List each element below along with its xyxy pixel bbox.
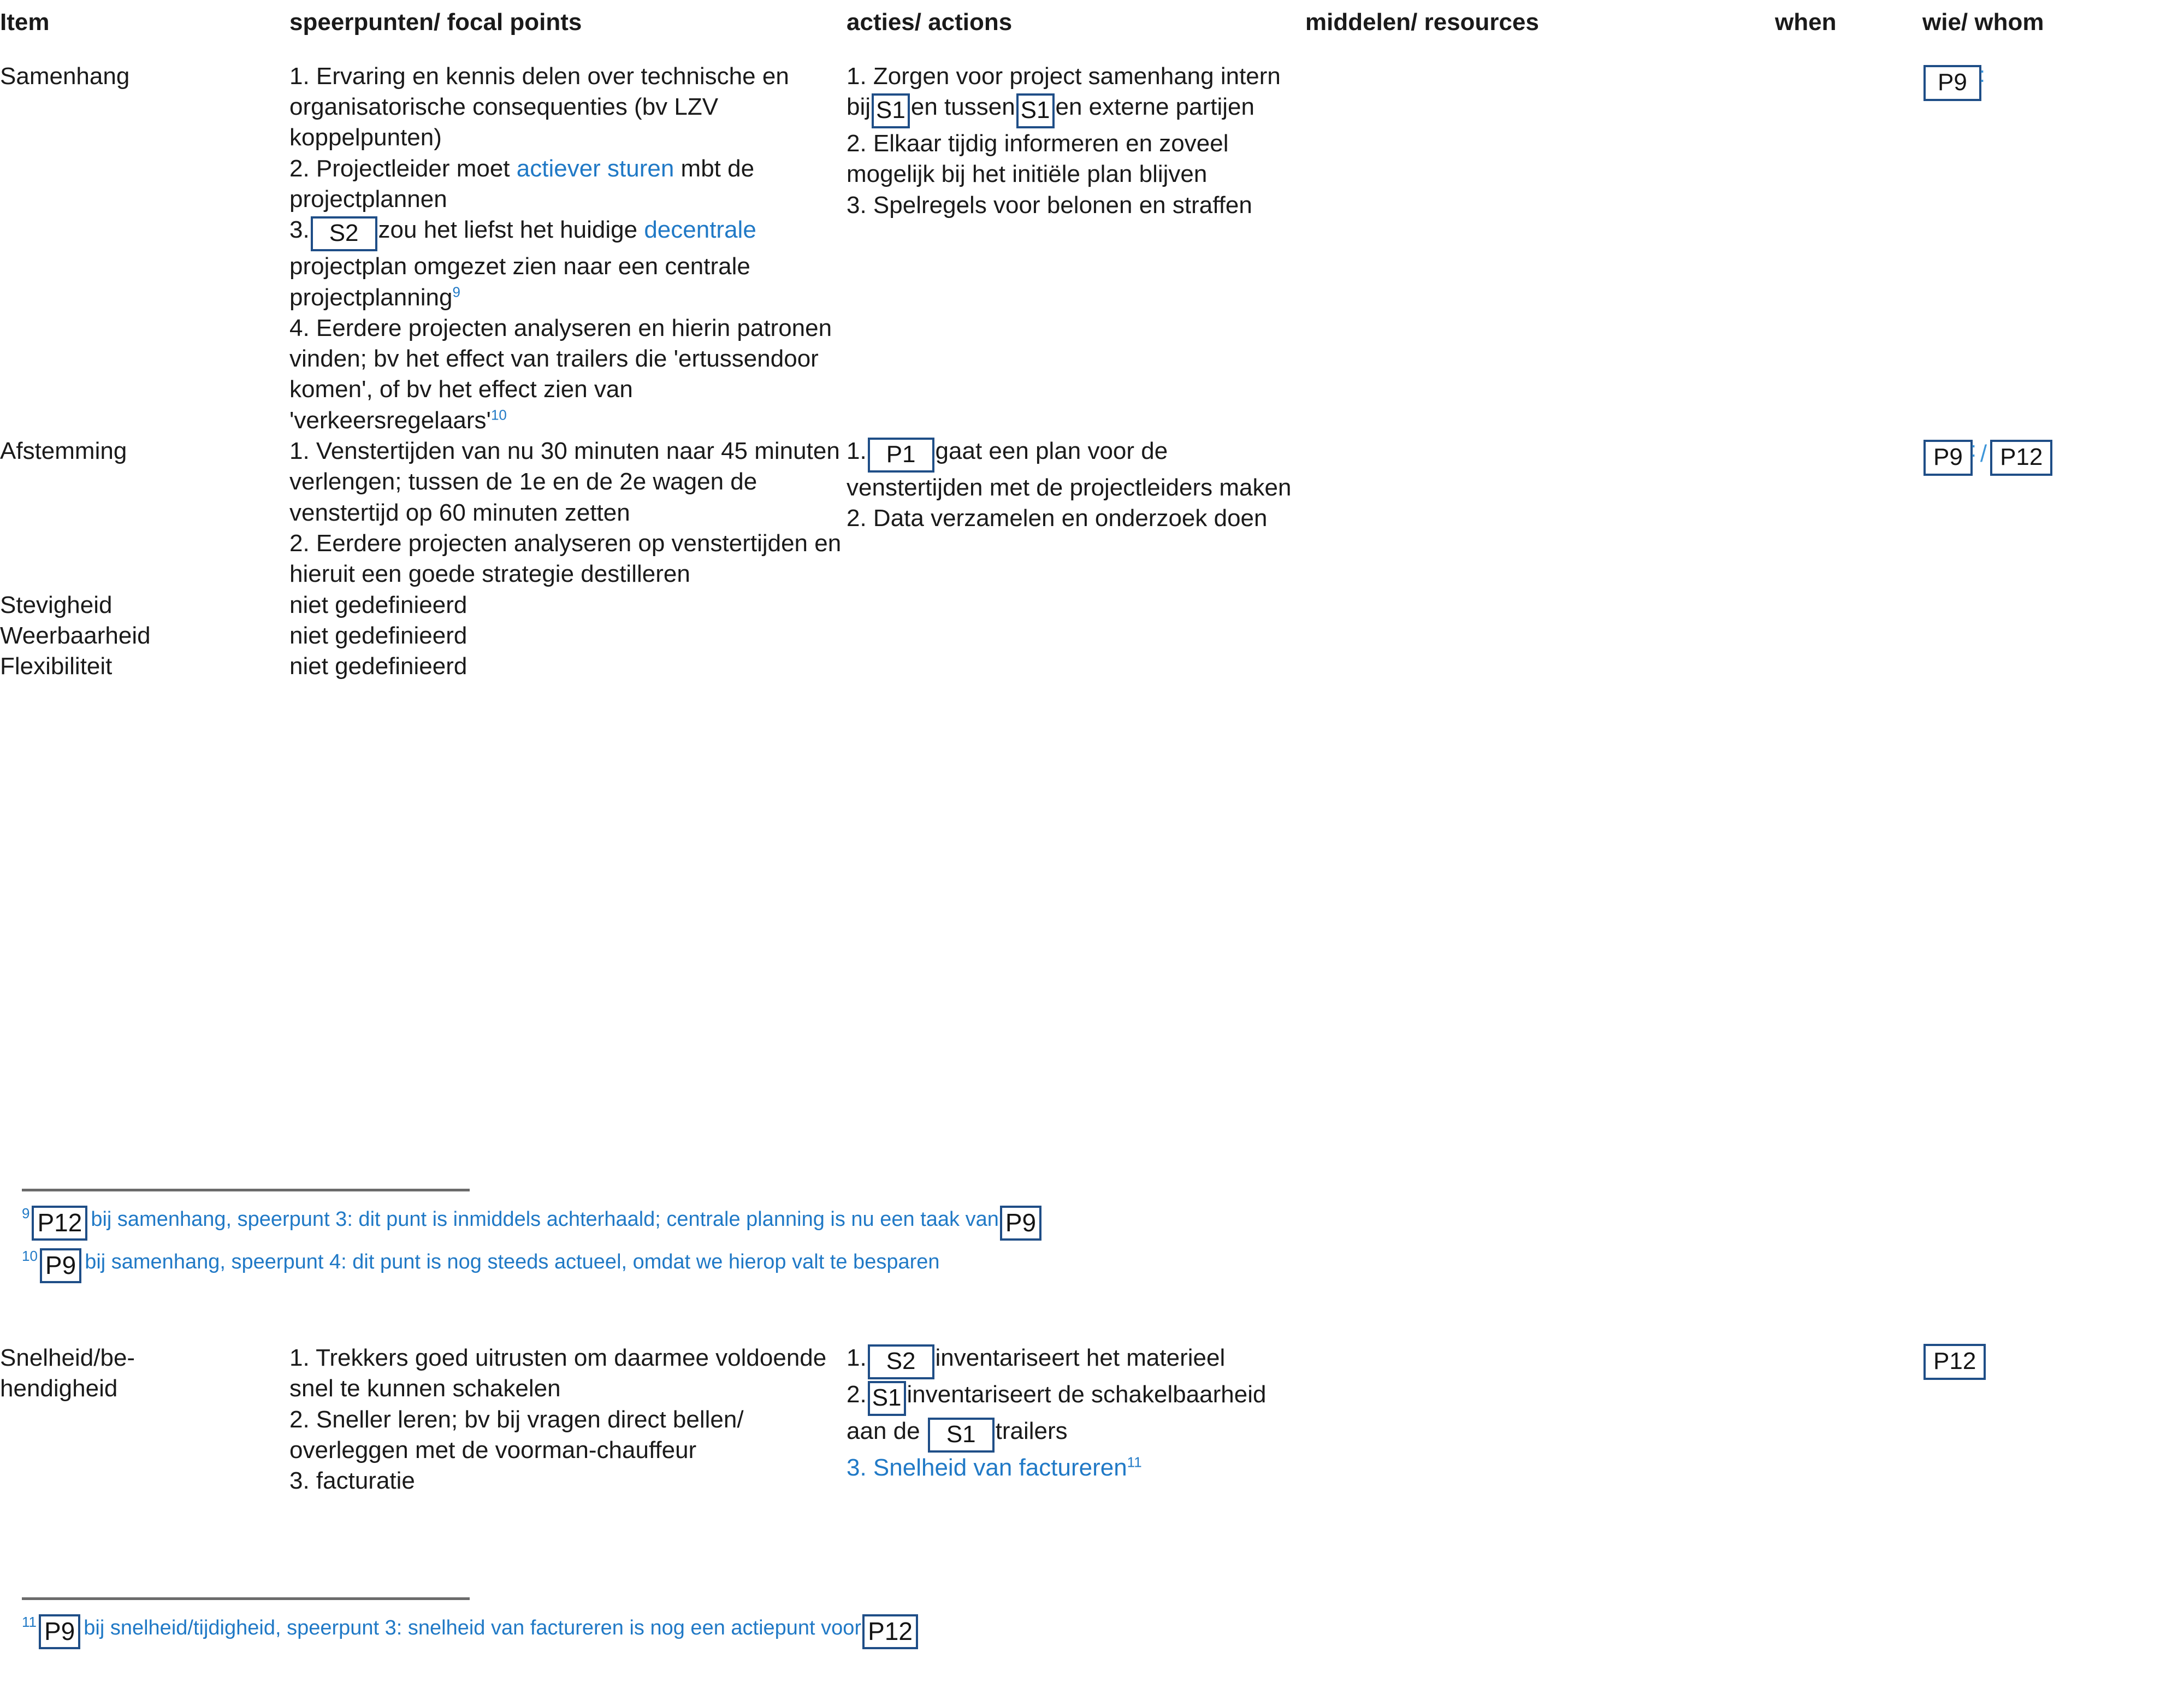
footnote-item — [0, 1248, 2184, 1283]
action-1-number: 1. — [847, 438, 867, 465]
redaction-box-p9-fn10: P9 — [40, 1248, 81, 1283]
redaction-box-s1-b: S1 — [1016, 93, 1055, 128]
table-row — [0, 651, 2184, 682]
footnote-ref-10[interactable]: 10 — [490, 406, 507, 423]
action-1-mid: en tussen — [910, 93, 1015, 120]
row-actions — [847, 436, 1305, 590]
row-actions — [847, 651, 1305, 682]
table-row — [0, 61, 2184, 436]
column-header-item: Item — [0, 9, 50, 36]
row-whom — [1922, 651, 2184, 682]
blue-tick-mark: : — [1970, 438, 1976, 462]
footnote-item — [0, 1206, 2184, 1241]
row-focal-points — [289, 61, 847, 436]
row-whom — [1922, 590, 2184, 621]
redaction-box-p1: P1 — [868, 438, 934, 473]
focal-point-1: 1. Ervaring en kennis delen over technische en organisatorische consequenties (bv LZV koppelpunten) — [289, 62, 789, 151]
footnote-section-bottom — [0, 1597, 2184, 1657]
row-item-label: Afstemming — [0, 438, 127, 465]
row-when — [1775, 61, 1922, 436]
action-1-post: gaat een plan voor de venstertijden met de projectleiders maken — [847, 438, 1292, 501]
column-header-whom: wie/ whom — [1922, 9, 2044, 36]
lower-table — [0, 1343, 2184, 1497]
row-focal-points: niet gedefinieerd — [289, 591, 467, 618]
main-table — [0, 8, 2184, 682]
table-row — [0, 621, 2184, 651]
focal-point-3-post: projectplan omgezet zien naar een centrale projectplanning — [289, 253, 750, 311]
footnote-text-9: bij samenhang, speerpunt 3: dit punt is inmiddels achterhaald; centrale planning is nu een taak van — [91, 1208, 999, 1231]
focal-point-4-text: 4. Eerdere projecten analyseren en hierin patronen vinden; bv het effect van trailers die 'ertussendoor komen', of bv het effect zien van 'verkeersregelaars' — [289, 314, 832, 434]
footnote-separator-rule — [22, 1597, 470, 1600]
row-whom — [1922, 436, 2184, 590]
action-1-post: en externe partijen — [1055, 93, 1254, 120]
action-3 — [847, 1453, 1305, 1483]
row-item-label — [0, 1343, 289, 1497]
redaction-box-p12-lower: P12 — [1923, 1344, 1986, 1380]
action-2-tail: trailers — [995, 1418, 1068, 1444]
column-header-focal: speerpunten/ focal points — [289, 9, 582, 36]
blue-tick-mark: : — [1979, 62, 1985, 87]
row-focal-points: niet gedefinieerd — [289, 622, 467, 649]
row-whom — [1922, 1343, 2184, 1497]
footnote-item — [0, 1614, 2184, 1649]
redaction-box-p9-row2: P9 — [1923, 440, 1973, 476]
row-actions — [847, 1343, 1305, 1497]
row-resources — [1305, 651, 1775, 682]
row-resources — [1305, 436, 1775, 590]
focal-point-4 — [289, 313, 847, 436]
redaction-box-p12-row2: P12 — [1990, 440, 2052, 476]
redaction-box-p12-fn11: P12 — [862, 1614, 918, 1649]
focal-point-1: 1. Trekkers goed uitrusten om daarmee voldoende snel te kunnen schakelen — [289, 1344, 827, 1402]
action-2-post: inventariseert de schakelbaarheid aan de — [847, 1381, 1266, 1444]
focal-point-2 — [289, 154, 847, 215]
footnote-section-middle — [0, 1189, 2184, 1291]
focal-point-2: 2. Eerdere projecten analyseren op venstertijden en hieruit een goede strategie destilleren — [289, 530, 842, 588]
footnote-number-10: 10 — [22, 1248, 38, 1265]
focal-point-3-highlight: decentrale — [644, 216, 756, 244]
row-when — [1775, 590, 1922, 621]
redaction-box-s1-a: S1 — [872, 93, 910, 128]
redaction-box-p9-row1: P9 — [1923, 65, 1981, 101]
footnote-ref-11[interactable]: 11 — [1127, 1454, 1142, 1471]
redaction-box-s1-lower-b: S1 — [928, 1418, 995, 1453]
action-1-post: inventariseert het materieel — [935, 1344, 1226, 1371]
row-focal-points — [289, 1343, 847, 1497]
row-whom — [1922, 61, 2184, 436]
row-item-label: Flexibiliteit — [0, 653, 113, 680]
focal-point-2: 2. Sneller leren; bv bij vragen direct bellen/ overleggen met de voorman-chauffeur — [289, 1406, 744, 1463]
action-3-text: 3. Snelheid van factureren — [847, 1454, 1127, 1481]
row-item-label: Stevigheid — [0, 591, 113, 618]
footnote-text-11: bij snelheid/tijdigheid, speerpunt 3: snelheid van factureren is nog een actiepunt voor — [84, 1616, 862, 1639]
row-focal-points — [289, 436, 847, 590]
footnote-separator-rule — [22, 1189, 470, 1191]
action-1-pre: 1. Zorgen voor project samenhang intern bij — [847, 62, 1281, 120]
row-actions — [847, 590, 1305, 621]
redaction-box-p9-fn11: P9 — [39, 1614, 80, 1649]
footnote-number-9: 9 — [22, 1205, 30, 1222]
redaction-box-p9-fn9: P9 — [1000, 1206, 1041, 1241]
table-row — [0, 436, 2184, 590]
action-1 — [847, 436, 1305, 503]
focal-point-3-number: 3. — [289, 216, 310, 244]
action-2-number: 2. — [847, 1381, 867, 1408]
action-1 — [847, 1343, 1305, 1379]
row-resources — [1305, 621, 1775, 651]
footnote-ref-9[interactable]: 9 — [452, 283, 460, 300]
table-header-row — [0, 8, 2184, 61]
focal-point-3: 3. facturatie — [289, 1467, 415, 1495]
action-2: 2. Data verzamelen en onderzoek doen — [847, 505, 1268, 532]
row-resources — [1305, 1343, 1775, 1497]
action-2: 2. Elkaar tijdig informeren en zoveel mogelijk bij het initiële plan blijven — [847, 129, 1229, 188]
row-focal-points: niet gedefinieerd — [289, 653, 467, 680]
focal-point-3-mid: zou het liefst het huidige — [378, 216, 644, 244]
row-whom — [1922, 621, 2184, 651]
row-when — [1775, 621, 1922, 651]
redaction-box-p12-fn9: P12 — [32, 1206, 87, 1241]
column-header-resources: middelen/ resources — [1305, 9, 1539, 36]
focal-point-2-post: mbt de projectplannen — [289, 155, 755, 213]
row-when — [1775, 1343, 1922, 1497]
row-when — [1775, 436, 1922, 590]
table-row — [0, 1343, 2184, 1497]
row-item-label-line1: Snelheid/be- — [0, 1344, 135, 1371]
table-row — [0, 590, 2184, 621]
row-item-label: Samenhang — [0, 62, 130, 90]
focal-point-1: 1. Venstertijden van nu 30 minuten naar 45 minuten verlengen; tussen de 1e en de 2e wagen de venstertijd op 60 minuten zetten — [289, 438, 840, 526]
row-item-label-line2: hendigheid — [0, 1375, 118, 1402]
action-1 — [847, 61, 1305, 128]
footnote-text-10: bij samenhang, speerpunt 4: dit punt is nog steeds actueel, omdat we hierop valt te besparen — [85, 1250, 940, 1273]
footnote-number-11: 11 — [22, 1614, 37, 1631]
row-when — [1775, 651, 1922, 682]
redaction-box-s1-lower-a: S1 — [868, 1381, 906, 1416]
row-actions — [847, 61, 1305, 436]
row-actions — [847, 621, 1305, 651]
focal-point-2-pre: 2. Projectleider moet — [289, 155, 517, 182]
row-resources — [1305, 590, 1775, 621]
action-2 — [847, 1379, 1305, 1453]
column-header-when: when — [1775, 9, 1837, 36]
action-3: 3. Spelregels voor belonen en straffen — [847, 191, 1252, 219]
whom-separator: / — [1980, 440, 1987, 468]
focal-point-3 — [289, 215, 847, 313]
redaction-box-s2-lower: S2 — [868, 1344, 934, 1379]
row-item-label: Weerbaarheid — [0, 622, 151, 649]
action-1-number: 1. — [847, 1344, 867, 1371]
focal-point-2-highlight: actiever sturen — [516, 155, 674, 182]
column-header-actions: acties/ actions — [847, 9, 1013, 36]
row-resources — [1305, 61, 1775, 436]
redaction-box-s2: S2 — [311, 216, 377, 251]
